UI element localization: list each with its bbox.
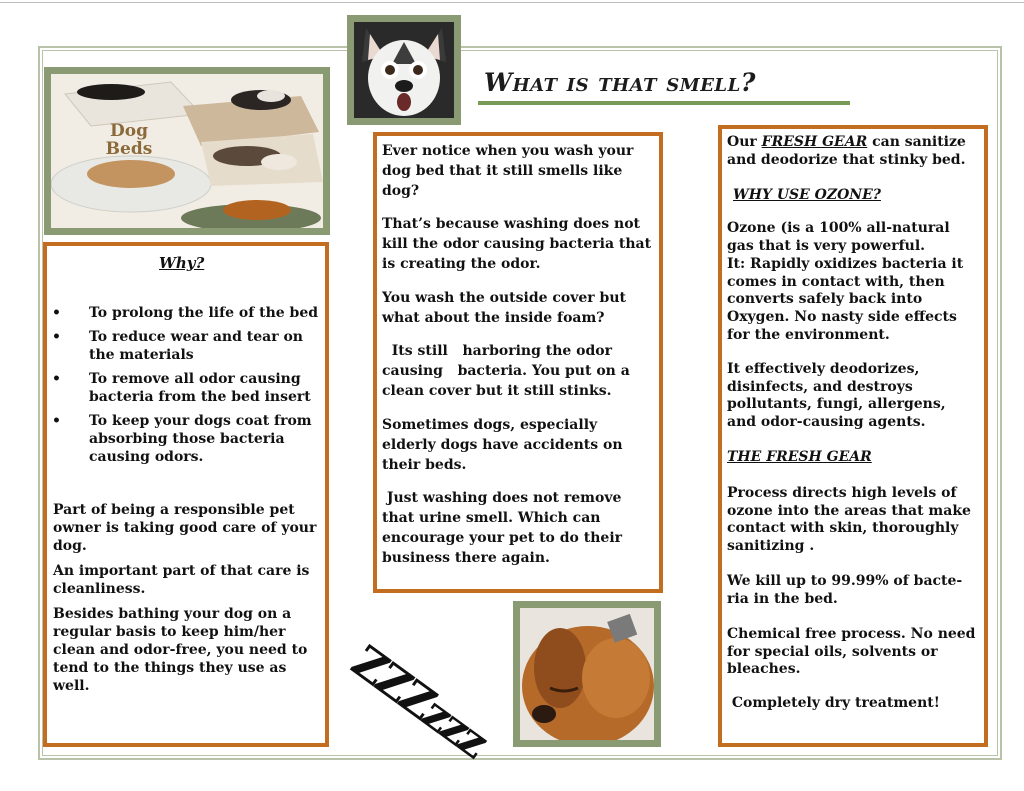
intro-suffix: can sanitize and deodorize that stinky bed. bbox=[727, 134, 966, 168]
middle-paragraph-1: Ever notice when you wash your dog bed that it still smells like dog? bbox=[382, 143, 634, 199]
list-item-text: To reduce wear and tear on the materials bbox=[89, 329, 303, 363]
surprised-husky-icon bbox=[354, 22, 454, 118]
kill-rate-paragraph: We kill up to 99.99% of bacte-ria in the bed. bbox=[727, 573, 963, 607]
sleeping-golden-dog-icon bbox=[520, 608, 654, 740]
bullet-icon: • bbox=[52, 329, 61, 345]
middle-paragraph-5: Sometimes dogs, especially elderly dogs have accidents on their beds. bbox=[382, 417, 623, 473]
bullet-icon: • bbox=[52, 305, 61, 321]
list-item-text: To keep your dogs coat from absorbing those bacteria causing odors. bbox=[89, 413, 312, 465]
bullet-icon: • bbox=[52, 413, 61, 429]
fresh-gear-heading bbox=[727, 449, 979, 467]
dog-beds-photo bbox=[51, 74, 323, 228]
effectively-paragraph: It effectively deodorizes, disinfects, and destroys pollutants, fungi, allergens, and odor-causing agents. bbox=[727, 361, 946, 431]
responsible-owner-paragraph: Part of being a responsible pet owner is taking good care of your dog. bbox=[53, 502, 317, 554]
cleanliness-paragraph: An important part of that care is cleanliness. bbox=[53, 563, 310, 597]
middle-paragraph-2: That’s because washing does not kill the odor causing bacteria that is creating the odor. bbox=[382, 216, 652, 272]
zzz-sleep-text: ZZZzzz bbox=[342, 636, 497, 768]
title-underline bbox=[478, 101, 850, 105]
fresh-gear-intro bbox=[727, 134, 979, 169]
middle-paragraph-6: Just washing does not remove that urine smell. Which can encourage your pet to do their business there again. bbox=[382, 490, 627, 566]
reasons-list bbox=[52, 304, 324, 472]
ozone-description-2: It: Rapidly oxidizes bacteria it comes in contact with, then converts safely back into Oxygen. No nasty side effects for the environment. bbox=[727, 256, 964, 343]
list-item bbox=[52, 412, 324, 466]
ozone-description-1: Ozone (is a 100% all-natural gas that is very powerful. bbox=[727, 220, 950, 254]
page-title: What is that smell? bbox=[484, 68, 756, 97]
middle-paragraph-3: You wash the outside cover but what about the inside foam? bbox=[382, 290, 626, 326]
husky-photo bbox=[354, 22, 454, 118]
list-item-text: To prolong the life of the bed bbox=[89, 305, 319, 321]
list-item bbox=[52, 370, 324, 406]
sleeping-dog-photo-frame bbox=[513, 601, 661, 747]
fresh-gear-highlight: FRESH GEAR bbox=[761, 134, 868, 150]
bathing-paragraph: Besides bathing your dog on a regular basis to keep him/her clean and odor-free, you need to tend to the things they use as well. bbox=[53, 606, 308, 694]
sleeping-dog-photo bbox=[520, 608, 654, 740]
why-ozone-text: WHY USE OZONE? bbox=[733, 187, 881, 203]
fresh-gear-heading-text: THE FRESH GEAR bbox=[727, 449, 872, 465]
why-ozone-heading bbox=[733, 187, 985, 205]
top-rule bbox=[0, 2, 1024, 3]
process-paragraph: Process directs high levels of ozone into the areas that make contact with skin, thoroughly sanitizing . bbox=[727, 485, 971, 555]
chemical-free-paragraph: Chemical free process. No need for special oils, solvents or bleaches. bbox=[727, 626, 976, 678]
why-heading: Why? bbox=[159, 254, 205, 272]
dry-treatment-paragraph: Completely dry treatment! bbox=[727, 695, 940, 711]
list-item bbox=[52, 328, 324, 364]
husky-photo-frame bbox=[347, 15, 461, 125]
bullet-icon: • bbox=[52, 371, 61, 387]
list-item bbox=[52, 304, 324, 322]
dog-beds-photo-frame bbox=[44, 67, 330, 235]
list-item-text: To remove all odor causing bacteria from the bed insert bbox=[89, 371, 311, 405]
dog-beds-label: Dog Beds bbox=[105, 121, 153, 159]
middle-paragraph-4: Its still harboring the odor causing bacteria. You put on a clean cover but it still stinks. bbox=[382, 343, 635, 399]
intro-prefix: Our bbox=[727, 134, 762, 150]
